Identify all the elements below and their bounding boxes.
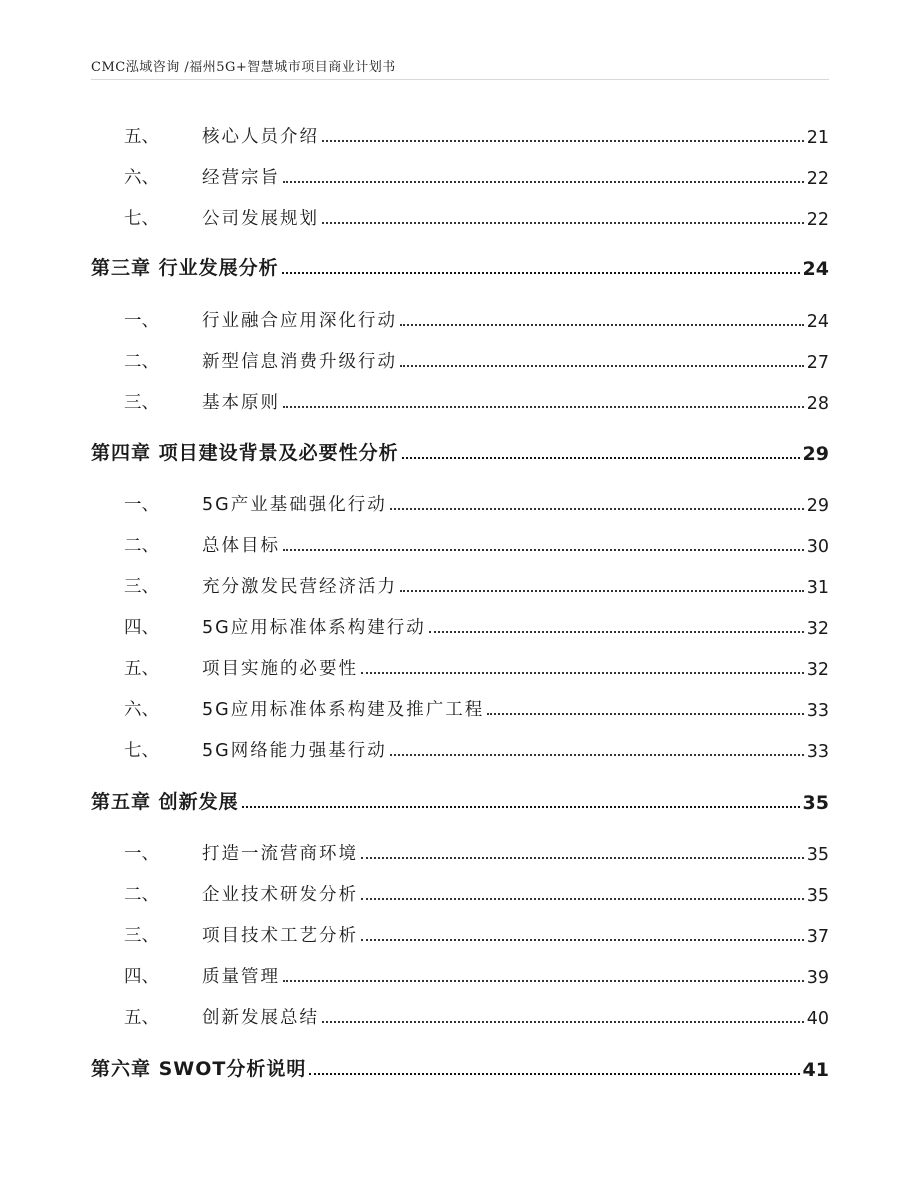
- toc-chapter-entry[interactable]: [91, 1055, 829, 1081]
- toc-page-number: 37: [806, 927, 829, 947]
- toc-page-number: 39: [806, 968, 829, 988]
- toc-entry-number: 四、: [124, 967, 159, 987]
- toc-page-number: 40: [806, 1009, 829, 1029]
- toc-entry-title: 核心人员介绍: [202, 127, 319, 147]
- toc-entry-title: 5G应用标准体系构建行动: [202, 618, 426, 638]
- toc-page-number: 35: [802, 792, 829, 814]
- toc-entry-title: 经营宗旨: [202, 168, 280, 188]
- toc-entry-title: 5G产业基础强化行动: [202, 495, 387, 515]
- toc-chapter-entry[interactable]: [91, 254, 829, 280]
- toc-section-entry[interactable]: [91, 921, 829, 947]
- toc-entry-number: 五、: [124, 659, 159, 679]
- toc-chapter-entry[interactable]: [91, 439, 829, 465]
- dot-leader: [361, 939, 804, 941]
- toc-page-number: 33: [806, 701, 829, 721]
- toc-chapter-entry[interactable]: [91, 788, 829, 814]
- dot-leader: [390, 754, 804, 756]
- toc-entry-number: 四、: [124, 618, 159, 638]
- toc-section-entry[interactable]: [91, 962, 829, 988]
- toc-section-entry[interactable]: [91, 531, 829, 557]
- toc-section-entry[interactable]: [91, 163, 829, 189]
- toc-entry-number: 二、: [124, 536, 159, 556]
- dot-leader: [282, 272, 800, 274]
- dot-leader: [487, 713, 804, 715]
- toc-section-entry[interactable]: [91, 490, 829, 516]
- toc-entry-title: 5G网络能力强基行动: [202, 741, 387, 761]
- toc-entry-title: 新型信息消费升级行动: [202, 352, 397, 372]
- toc-page-number: 21: [806, 128, 829, 148]
- toc-page-number: 28: [806, 394, 829, 414]
- toc-section-entry[interactable]: [91, 839, 829, 865]
- toc-entry-number: 六、: [124, 700, 159, 720]
- toc-entry-title: 项目实施的必要性: [202, 659, 358, 679]
- toc-entry-number: 三、: [124, 577, 159, 597]
- toc-section-entry[interactable]: [91, 1003, 829, 1029]
- toc-section-entry[interactable]: [91, 388, 829, 414]
- toc-entry-title: 打造一流营商环境: [202, 844, 358, 864]
- toc-page-number: 24: [806, 312, 829, 332]
- toc-section-entry[interactable]: [91, 572, 829, 598]
- toc-entry-title: 行业融合应用深化行动: [202, 311, 397, 331]
- toc-page-number: 29: [806, 496, 829, 516]
- toc-page-number: 24: [802, 258, 829, 280]
- toc-entry-number: 五、: [124, 127, 159, 147]
- toc-section-entry[interactable]: [91, 736, 829, 762]
- toc-page-number: 41: [802, 1059, 829, 1081]
- toc-entry-number: 七、: [124, 209, 159, 229]
- dot-leader: [283, 181, 804, 183]
- toc-page-number: 32: [806, 660, 829, 680]
- toc-entry-title: 基本原则: [202, 393, 280, 413]
- dot-leader: [361, 672, 804, 674]
- toc-section-entry[interactable]: [91, 347, 829, 373]
- dot-leader: [400, 365, 804, 367]
- toc-section-entry[interactable]: [91, 654, 829, 680]
- dot-leader: [361, 857, 804, 859]
- dot-leader: [283, 980, 804, 982]
- toc-section-entry[interactable]: [91, 695, 829, 721]
- dot-leader: [361, 898, 804, 900]
- toc-entry-title: 公司发展规划: [202, 209, 319, 229]
- toc-entry-number: 三、: [124, 926, 159, 946]
- toc-entry-number: 一、: [124, 311, 159, 331]
- dot-leader: [400, 590, 804, 592]
- dot-leader: [429, 631, 804, 633]
- toc-section-entry[interactable]: [91, 306, 829, 332]
- toc-section-entry[interactable]: [91, 880, 829, 906]
- toc-section-entry[interactable]: [91, 204, 829, 230]
- toc-entry-number: 二、: [124, 885, 159, 905]
- toc-entry-title: 创新发展总结: [202, 1008, 319, 1028]
- toc-entry-title: 质量管理: [202, 967, 280, 987]
- dot-leader: [309, 1073, 799, 1075]
- toc-page-number: 35: [806, 845, 829, 865]
- toc-page-number: 29: [802, 443, 829, 465]
- toc-page-number: 27: [806, 353, 829, 373]
- dot-leader: [402, 457, 800, 459]
- header-divider: [91, 79, 829, 80]
- dot-leader: [322, 222, 804, 224]
- toc-entry-number: 一、: [124, 844, 159, 864]
- toc-section-entry[interactable]: [91, 122, 829, 148]
- toc-entry-title: 项目技术工艺分析: [202, 926, 358, 946]
- dot-leader: [400, 324, 804, 326]
- toc-entry-number: 二、: [124, 352, 159, 372]
- dot-leader: [283, 549, 804, 551]
- toc-entry-title: 企业技术研发分析: [202, 885, 358, 905]
- dot-leader: [322, 1021, 804, 1023]
- toc-entry-number: 五、: [124, 1008, 159, 1028]
- toc-entry-number: 七、: [124, 741, 159, 761]
- toc-entry-title: 充分激发民营经济活力: [202, 577, 397, 597]
- toc-section-entry[interactable]: [91, 613, 829, 639]
- toc-page-number: 22: [806, 210, 829, 230]
- dot-leader: [242, 806, 800, 808]
- toc-entry-title: 第四章 项目建设背景及必要性分析: [91, 442, 399, 464]
- toc-entry-title: 第六章 SWOT分析说明: [91, 1058, 307, 1080]
- toc-entry-number: 一、: [124, 495, 159, 515]
- toc-entry-title: 第三章 行业发展分析: [91, 257, 279, 279]
- toc-page-number: 22: [806, 169, 829, 189]
- toc-page-number: 35: [806, 886, 829, 906]
- running-header: CMC泓域咨询 /福州5G+智慧城市项目商业计划书: [91, 60, 396, 75]
- toc-entry-title: 第五章 创新发展: [91, 791, 239, 813]
- toc-page-number: 33: [806, 742, 829, 762]
- toc-entry-title: 总体目标: [202, 536, 280, 556]
- toc-page-number: 31: [806, 578, 829, 598]
- dot-leader: [390, 508, 804, 510]
- toc-page-number: 30: [806, 537, 829, 557]
- toc-entry-title: 5G应用标准体系构建及推广工程: [202, 700, 485, 720]
- dot-leader: [322, 140, 804, 142]
- toc-entry-number: 三、: [124, 393, 159, 413]
- toc-entry-number: 六、: [124, 168, 159, 188]
- dot-leader: [283, 406, 804, 408]
- toc-page-number: 32: [806, 619, 829, 639]
